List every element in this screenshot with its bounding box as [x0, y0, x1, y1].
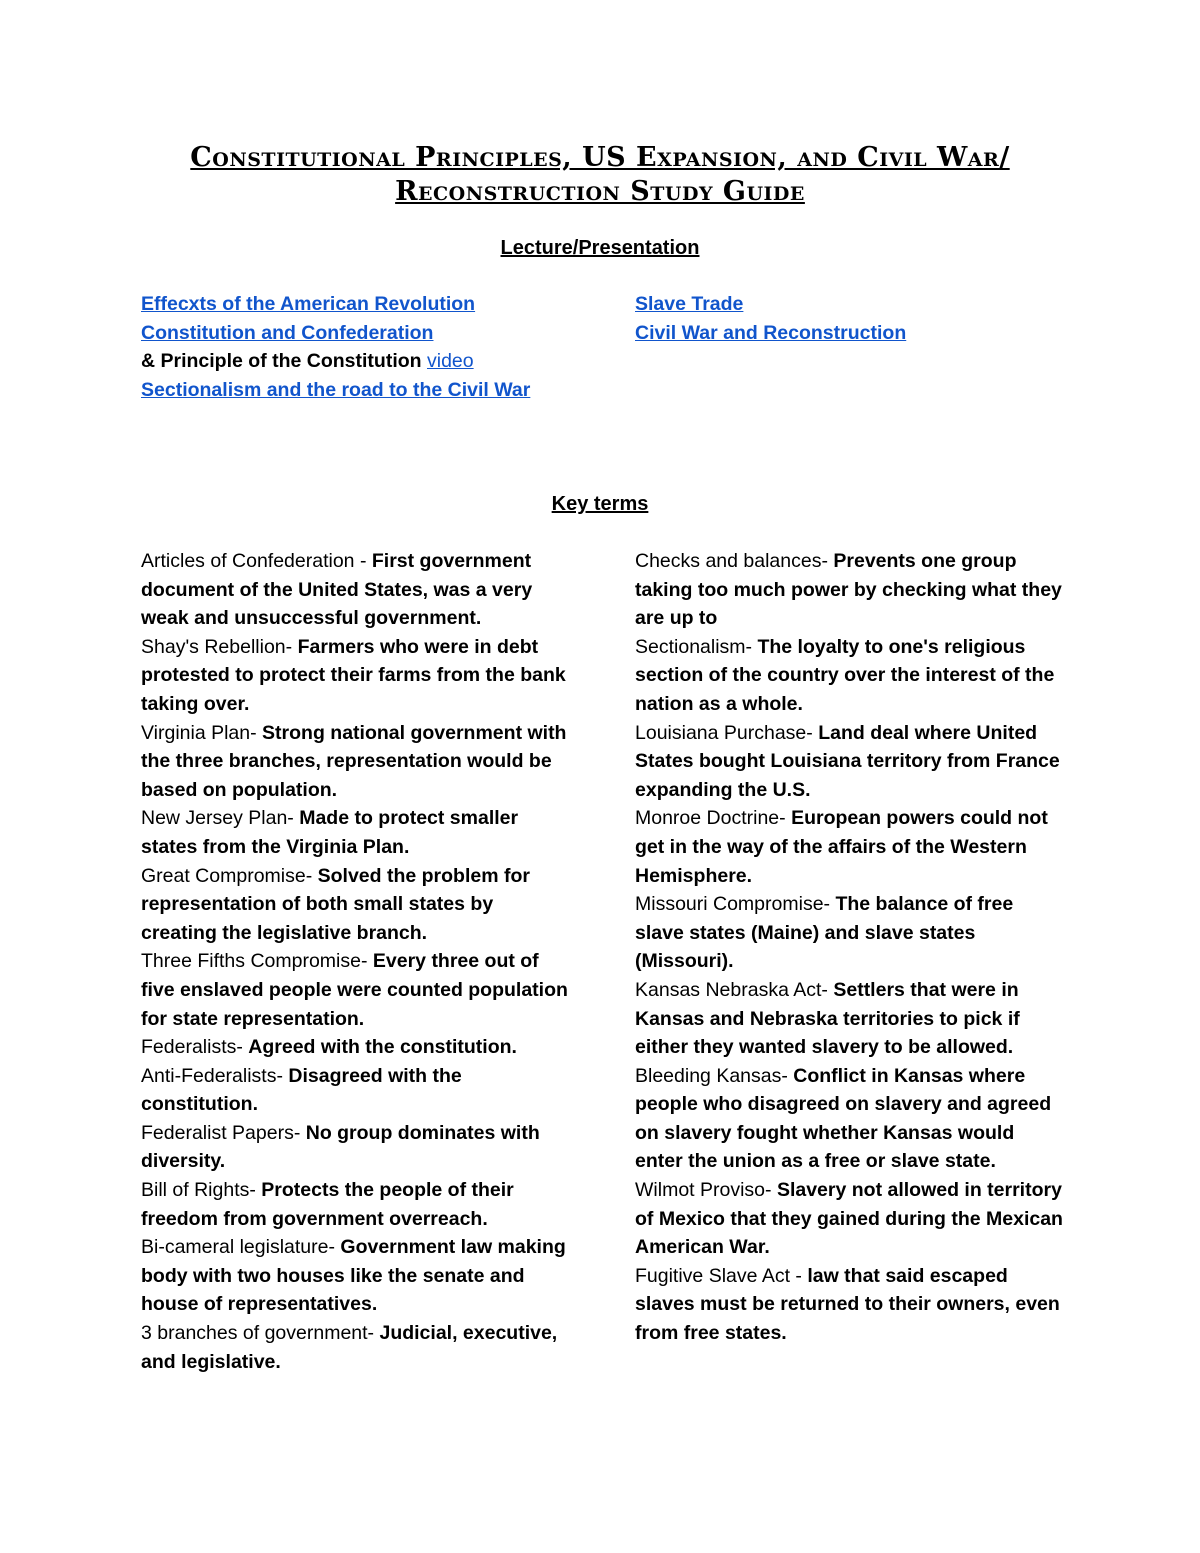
term-definition: Judicial, executive, and legislative.	[141, 1322, 558, 1373]
term-entry	[141, 547, 571, 633]
link-civil-war-reconstruction[interactable]: Civil War and Reconstruction	[635, 321, 907, 344]
term-name: Louisiana Purchase-	[635, 721, 819, 744]
term-definition: Every three out of five enslaved people were counted population for state representation.	[141, 950, 568, 1030]
link-effects-american-revolution[interactable]: Effecxts of the American Revolution	[141, 293, 476, 315]
term-name: Bi-cameral legislature-	[141, 1236, 341, 1259]
term-definition: Government law making body with two houses like the senate and house of representatives.	[141, 1236, 566, 1316]
term-name: Monroe Doctrine-	[635, 807, 792, 830]
term-entry	[141, 1176, 571, 1233]
term-definition: Made to protect smaller states from the Virginia Plan.	[141, 807, 519, 858]
term-name: Bill of Rights-	[141, 1179, 262, 1202]
term-definition: European powers could not get in the way of the affairs of the Western Hemisphere.	[635, 807, 1048, 887]
term-entry	[635, 633, 1065, 719]
page-title: Constitutional Principles, US Expansion, and Civil War/ Reconstruction Study Guide	[190, 142, 1010, 207]
term-definition: First government document of the United States, was a very weak and unsuccessful government.	[141, 550, 533, 630]
term-entry	[141, 862, 571, 948]
term-name: Articles of Confederation -	[141, 550, 372, 572]
term-entry	[635, 1176, 1065, 1262]
term-entry	[141, 1119, 571, 1176]
link-constitution-confederation[interactable]: Constitution and Confederation	[141, 321, 434, 344]
term-definition: Slavery not allowed in territory of Mexico that they gained during the Mexican American War.	[635, 1179, 1063, 1259]
lecture-heading: Lecture/Presentation	[500, 237, 700, 259]
term-entry	[141, 947, 571, 1033]
term-definition: Agreed with the constitution.	[248, 1036, 517, 1059]
principle-constitution-line	[141, 347, 561, 376]
term-definition: Disagreed with the constitution.	[141, 1064, 462, 1116]
term-entry	[141, 719, 571, 805]
term-definition: Settlers that were in Kansas and Nebraska territories to pick if either they wanted slavery to be allowed.	[635, 978, 1020, 1059]
term-entry	[635, 1062, 1065, 1176]
term-entry	[141, 633, 571, 719]
key-terms-heading: Key terms	[551, 493, 649, 515]
term-name: Anti-Federalists-	[141, 1064, 289, 1087]
term-name: 3 branches of government-	[141, 1322, 380, 1345]
term-definition: Protects the people of their freedom from government overreach.	[141, 1179, 514, 1230]
term-name: Great Compromise-	[141, 864, 318, 887]
term-entry	[141, 1062, 571, 1119]
term-name: Bleeding Kansas-	[635, 1064, 794, 1087]
term-name: Wilmot Proviso-	[635, 1179, 777, 1202]
lecture-links-right	[635, 290, 1055, 347]
lecture-links-left	[141, 290, 561, 404]
term-entry	[635, 804, 1065, 890]
term-entry	[635, 547, 1065, 633]
term-name: Three Fifths Compromise-	[141, 950, 373, 973]
term-name: New Jersey Plan-	[141, 807, 300, 830]
term-entry	[141, 1033, 571, 1062]
term-definition: Conflict in Kansas where people who disagreed on slavery and agreed on slavery fought whether Kansas would enter the union as a free or slave state.	[635, 1064, 1052, 1173]
term-entry	[141, 1233, 571, 1319]
term-entry	[141, 1319, 571, 1376]
term-name: Fugitive Slave Act -	[635, 1264, 808, 1287]
term-entry	[635, 1262, 1065, 1348]
term-name: Kansas Nebraska Act-	[635, 978, 834, 1001]
term-definition: No group dominates with diversity.	[141, 1121, 540, 1173]
term-name: Missouri Compromise-	[635, 893, 836, 916]
term-entry	[635, 976, 1065, 1062]
link-sectionalism-road-civil-war[interactable]: Sectionalism and the road to the Civil War	[141, 378, 531, 401]
key-terms-left-column	[141, 547, 571, 1376]
term-definition: The loyalty to one's religious section of the country over the interest of the nation as a whole.	[635, 635, 1055, 715]
term-entry	[635, 719, 1065, 805]
key-terms-right-column	[635, 547, 1065, 1348]
term-name: Federalists-	[141, 1036, 249, 1059]
term-definition: Prevents one group taking too much power by checking what they are up to	[635, 550, 1062, 630]
term-entry	[141, 804, 571, 861]
term-definition: Land deal where United States bought Louisiana territory from France expanding the U.S.	[635, 721, 1060, 801]
term-name: Checks and balances-	[635, 550, 834, 572]
term-entry	[635, 890, 1065, 976]
link-video[interactable]: video	[427, 350, 474, 373]
term-definition: Farmers who were in debt protested to protect their farms from the bank taking over.	[141, 635, 566, 715]
term-name: Shay's Rebellion-	[141, 635, 298, 658]
term-name: Sectionalism-	[635, 635, 758, 658]
term-name: Federalist Papers-	[141, 1121, 306, 1144]
principle-constitution-text: & Principle of the Constitution	[141, 350, 427, 373]
term-definition: law that said escaped slaves must be returned to their owners, even from free states.	[635, 1264, 1060, 1345]
term-definition: Strong national government with the three branches, representation would be based on population.	[141, 721, 567, 801]
link-slave-trade[interactable]: Slave Trade	[635, 293, 744, 315]
term-definition: The balance of free slave states (Maine) and slave states (Missouri).	[635, 893, 1014, 973]
term-name: Virginia Plan-	[141, 721, 263, 744]
term-definition: Solved the problem for representation of both small states by creating the legislative branch.	[141, 864, 530, 944]
